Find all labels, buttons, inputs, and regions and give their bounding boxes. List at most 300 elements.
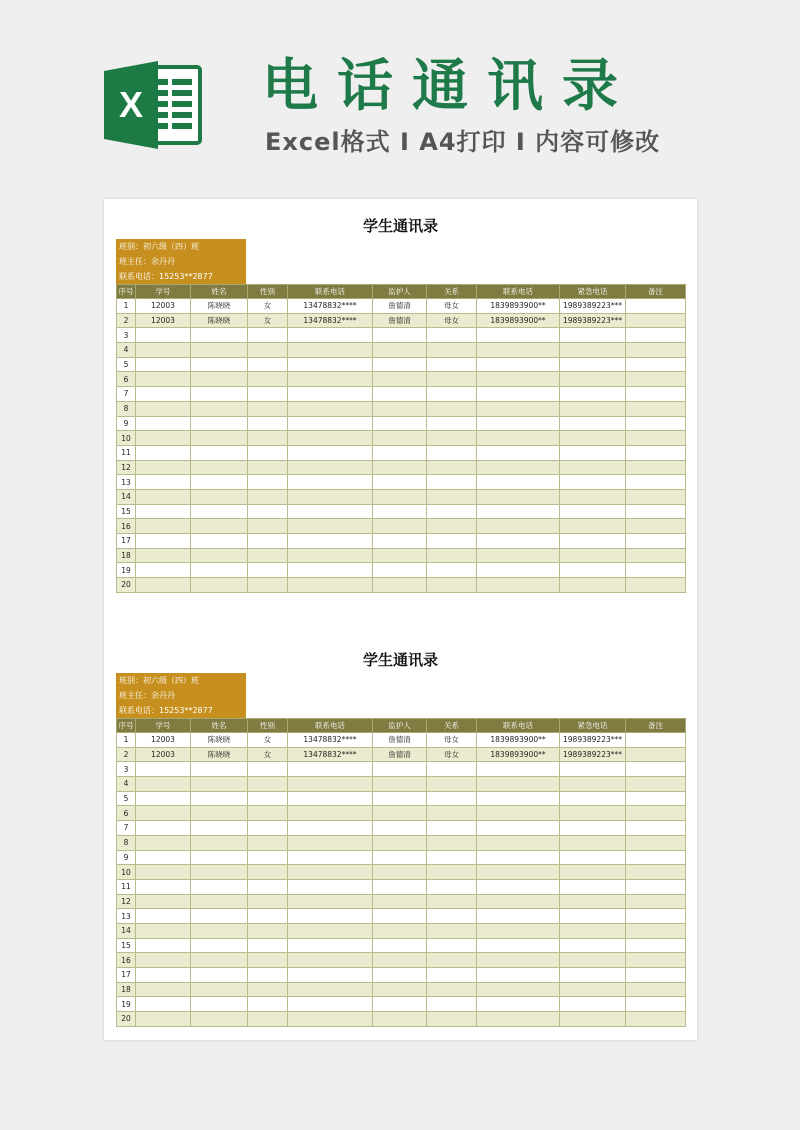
table-cell[interactable]: 陈晓晓	[191, 747, 248, 762]
table-cell[interactable]	[373, 372, 427, 387]
table-cell[interactable]: 2	[117, 747, 136, 762]
table-cell[interactable]	[427, 865, 477, 880]
table-cell[interactable]: 16	[117, 953, 136, 968]
table-cell[interactable]	[560, 416, 626, 431]
table-cell[interactable]	[191, 909, 248, 924]
table-cell[interactable]	[191, 328, 248, 343]
table-cell[interactable]	[191, 879, 248, 894]
table-cell[interactable]: 19	[117, 563, 136, 578]
table-cell[interactable]	[248, 431, 288, 446]
table-cell[interactable]: 1989389223***	[560, 313, 626, 328]
table-cell[interactable]	[626, 894, 686, 909]
table-cell[interactable]	[136, 401, 191, 416]
table-cell[interactable]	[288, 791, 373, 806]
table-cell[interactable]	[560, 475, 626, 490]
table-cell[interactable]	[626, 938, 686, 953]
table-cell[interactable]	[560, 968, 626, 983]
table-cell[interactable]	[191, 401, 248, 416]
table-cell[interactable]: 9	[117, 416, 136, 431]
table-cell[interactable]	[136, 460, 191, 475]
table-cell[interactable]: 17	[117, 968, 136, 983]
table-cell[interactable]	[477, 968, 560, 983]
table-cell[interactable]	[560, 563, 626, 578]
table-cell[interactable]	[373, 953, 427, 968]
table-cell[interactable]	[373, 777, 427, 792]
table-cell[interactable]	[626, 865, 686, 880]
table-cell[interactable]	[477, 894, 560, 909]
table-cell[interactable]: 5	[117, 791, 136, 806]
table-cell[interactable]	[373, 431, 427, 446]
table-cell[interactable]: 母女	[427, 747, 477, 762]
table-cell[interactable]	[626, 835, 686, 850]
table-cell[interactable]	[136, 982, 191, 997]
table-cell[interactable]	[626, 821, 686, 836]
table-cell[interactable]	[288, 953, 373, 968]
table-cell[interactable]: 母女	[427, 299, 477, 314]
table-cell[interactable]	[427, 1012, 477, 1027]
table-cell[interactable]: 8	[117, 835, 136, 850]
table-cell[interactable]	[248, 791, 288, 806]
table-cell[interactable]: 12003	[136, 313, 191, 328]
table-cell[interactable]	[288, 865, 373, 880]
table-cell[interactable]	[427, 821, 477, 836]
table-cell[interactable]	[288, 372, 373, 387]
table-cell[interactable]	[373, 548, 427, 563]
table-cell[interactable]	[191, 372, 248, 387]
table-cell[interactable]: 詹德清	[373, 747, 427, 762]
table-cell[interactable]	[248, 762, 288, 777]
table-cell[interactable]: 詹德清	[373, 733, 427, 748]
table-cell[interactable]	[191, 519, 248, 534]
table-cell[interactable]	[427, 372, 477, 387]
table-cell[interactable]	[427, 835, 477, 850]
table-cell[interactable]	[191, 489, 248, 504]
table-cell[interactable]	[477, 431, 560, 446]
table-cell[interactable]	[373, 387, 427, 402]
table-cell[interactable]	[288, 879, 373, 894]
table-cell[interactable]	[191, 1012, 248, 1027]
table-cell[interactable]: 女	[248, 747, 288, 762]
table-cell[interactable]: 18	[117, 982, 136, 997]
table-cell[interactable]	[626, 762, 686, 777]
table-cell[interactable]	[477, 343, 560, 358]
table-cell[interactable]: 母女	[427, 733, 477, 748]
table-cell[interactable]	[191, 357, 248, 372]
table-cell[interactable]	[191, 445, 248, 460]
table-cell[interactable]	[136, 343, 191, 358]
table-cell[interactable]	[288, 762, 373, 777]
table-cell[interactable]: 18	[117, 548, 136, 563]
table-cell[interactable]	[427, 519, 477, 534]
table-cell[interactable]	[248, 357, 288, 372]
table-cell[interactable]	[626, 460, 686, 475]
table-cell[interactable]	[560, 401, 626, 416]
table-cell[interactable]: 13478832****	[288, 299, 373, 314]
table-cell[interactable]	[477, 519, 560, 534]
table-cell[interactable]	[373, 791, 427, 806]
table-cell[interactable]	[191, 806, 248, 821]
table-cell[interactable]: 女	[248, 733, 288, 748]
table-cell[interactable]: 17	[117, 534, 136, 549]
table-cell[interactable]	[136, 445, 191, 460]
table-cell[interactable]	[477, 416, 560, 431]
table-cell[interactable]	[373, 923, 427, 938]
table-cell[interactable]: 1839893900**	[477, 313, 560, 328]
table-cell[interactable]	[373, 504, 427, 519]
table-cell[interactable]	[560, 1012, 626, 1027]
table-cell[interactable]: 12003	[136, 747, 191, 762]
table-cell[interactable]	[427, 909, 477, 924]
table-cell[interactable]	[560, 806, 626, 821]
table-cell[interactable]: 16	[117, 519, 136, 534]
table-cell[interactable]	[427, 401, 477, 416]
table-cell[interactable]	[373, 357, 427, 372]
table-cell[interactable]: 1	[117, 299, 136, 314]
table-cell[interactable]	[288, 894, 373, 909]
table-cell[interactable]	[477, 387, 560, 402]
table-cell[interactable]	[427, 879, 477, 894]
table-cell[interactable]	[427, 489, 477, 504]
table-cell[interactable]	[560, 343, 626, 358]
table-cell[interactable]: 11	[117, 879, 136, 894]
table-cell[interactable]	[248, 923, 288, 938]
table-cell[interactable]	[288, 968, 373, 983]
table-cell[interactable]	[191, 865, 248, 880]
table-cell[interactable]	[248, 343, 288, 358]
table-cell[interactable]	[191, 968, 248, 983]
table-cell[interactable]	[288, 343, 373, 358]
table-cell[interactable]	[248, 997, 288, 1012]
table-cell[interactable]: 19	[117, 997, 136, 1012]
table-cell[interactable]	[427, 762, 477, 777]
table-cell[interactable]	[373, 460, 427, 475]
table-cell[interactable]	[248, 445, 288, 460]
table-cell[interactable]	[477, 909, 560, 924]
table-cell[interactable]: 女	[248, 299, 288, 314]
table-cell[interactable]	[427, 460, 477, 475]
table-cell[interactable]	[373, 578, 427, 593]
table-cell[interactable]	[288, 835, 373, 850]
table-cell[interactable]	[626, 475, 686, 490]
table-cell[interactable]	[136, 821, 191, 836]
table-cell[interactable]	[191, 923, 248, 938]
table-cell[interactable]	[288, 1012, 373, 1027]
table-cell[interactable]	[373, 1012, 427, 1027]
table-cell[interactable]	[427, 475, 477, 490]
table-cell[interactable]	[288, 504, 373, 519]
table-cell[interactable]	[136, 372, 191, 387]
table-cell[interactable]	[560, 894, 626, 909]
table-cell[interactable]	[626, 299, 686, 314]
table-cell[interactable]	[248, 806, 288, 821]
table-cell[interactable]	[626, 357, 686, 372]
table-cell[interactable]	[248, 909, 288, 924]
table-cell[interactable]	[427, 445, 477, 460]
table-cell[interactable]	[477, 762, 560, 777]
table-cell[interactable]: 陈晓晓	[191, 733, 248, 748]
table-cell[interactable]	[288, 489, 373, 504]
table-cell[interactable]	[248, 894, 288, 909]
table-cell[interactable]	[560, 578, 626, 593]
table-cell[interactable]: 4	[117, 343, 136, 358]
table-cell[interactable]	[191, 821, 248, 836]
table-cell[interactable]	[136, 416, 191, 431]
table-cell[interactable]: 11	[117, 445, 136, 460]
table-cell[interactable]	[191, 460, 248, 475]
table-cell[interactable]	[191, 578, 248, 593]
table-cell[interactable]	[427, 578, 477, 593]
table-cell[interactable]	[191, 850, 248, 865]
table-cell[interactable]	[373, 909, 427, 924]
table-cell[interactable]	[427, 953, 477, 968]
table-cell[interactable]: 15	[117, 504, 136, 519]
table-cell[interactable]	[248, 475, 288, 490]
table-cell[interactable]	[477, 850, 560, 865]
table-cell[interactable]	[427, 343, 477, 358]
table-cell[interactable]	[136, 578, 191, 593]
table-cell[interactable]	[136, 563, 191, 578]
table-cell[interactable]	[626, 445, 686, 460]
table-cell[interactable]	[248, 835, 288, 850]
table-cell[interactable]: 6	[117, 372, 136, 387]
table-cell[interactable]: 陈晓晓	[191, 313, 248, 328]
table-cell[interactable]	[477, 806, 560, 821]
table-cell[interactable]	[191, 953, 248, 968]
table-cell[interactable]	[427, 563, 477, 578]
table-cell[interactable]: 3	[117, 762, 136, 777]
table-cell[interactable]	[373, 416, 427, 431]
table-cell[interactable]	[427, 806, 477, 821]
table-cell[interactable]	[560, 460, 626, 475]
table-cell[interactable]	[136, 548, 191, 563]
table-cell[interactable]	[626, 548, 686, 563]
table-cell[interactable]	[373, 489, 427, 504]
table-cell[interactable]: 陈晓晓	[191, 299, 248, 314]
table-cell[interactable]	[288, 850, 373, 865]
table-cell[interactable]: 13	[117, 909, 136, 924]
table-cell[interactable]	[560, 489, 626, 504]
table-cell[interactable]: 1989389223***	[560, 747, 626, 762]
table-cell[interactable]	[373, 534, 427, 549]
table-cell[interactable]	[626, 519, 686, 534]
table-cell[interactable]	[136, 938, 191, 953]
table-cell[interactable]	[477, 865, 560, 880]
table-cell[interactable]	[288, 534, 373, 549]
table-cell[interactable]	[373, 865, 427, 880]
table-cell[interactable]	[477, 328, 560, 343]
table-cell[interactable]	[626, 982, 686, 997]
table-cell[interactable]: 13	[117, 475, 136, 490]
table-cell[interactable]	[191, 791, 248, 806]
table-cell[interactable]: 5	[117, 357, 136, 372]
table-cell[interactable]	[191, 534, 248, 549]
table-cell[interactable]	[626, 997, 686, 1012]
table-cell[interactable]	[560, 879, 626, 894]
table-cell[interactable]	[477, 534, 560, 549]
table-cell[interactable]	[626, 791, 686, 806]
table-cell[interactable]	[427, 777, 477, 792]
table-cell[interactable]	[373, 982, 427, 997]
table-cell[interactable]: 14	[117, 489, 136, 504]
table-cell[interactable]	[477, 578, 560, 593]
table-cell[interactable]	[560, 923, 626, 938]
table-cell[interactable]	[288, 563, 373, 578]
table-cell[interactable]	[248, 777, 288, 792]
table-cell[interactable]	[477, 982, 560, 997]
table-cell[interactable]	[136, 953, 191, 968]
table-cell[interactable]: 3	[117, 328, 136, 343]
table-cell[interactable]	[248, 982, 288, 997]
table-cell[interactable]	[288, 821, 373, 836]
table-cell[interactable]	[477, 953, 560, 968]
table-cell[interactable]: 13478832****	[288, 313, 373, 328]
table-cell[interactable]: 6	[117, 806, 136, 821]
table-cell[interactable]	[136, 504, 191, 519]
table-cell[interactable]	[288, 460, 373, 475]
table-cell[interactable]	[477, 475, 560, 490]
table-cell[interactable]	[248, 504, 288, 519]
table-cell[interactable]	[427, 548, 477, 563]
table-cell[interactable]	[626, 431, 686, 446]
table-cell[interactable]	[136, 806, 191, 821]
table-cell[interactable]	[136, 997, 191, 1012]
table-cell[interactable]	[248, 850, 288, 865]
table-cell[interactable]	[191, 938, 248, 953]
table-cell[interactable]	[626, 387, 686, 402]
table-cell[interactable]	[191, 387, 248, 402]
table-cell[interactable]	[288, 909, 373, 924]
table-cell[interactable]	[248, 953, 288, 968]
table-cell[interactable]	[560, 387, 626, 402]
table-cell[interactable]	[136, 923, 191, 938]
table-cell[interactable]	[427, 982, 477, 997]
table-cell[interactable]	[626, 733, 686, 748]
table-cell[interactable]	[288, 982, 373, 997]
table-cell[interactable]	[626, 372, 686, 387]
table-cell[interactable]	[191, 343, 248, 358]
table-cell[interactable]	[427, 534, 477, 549]
table-cell[interactable]: 1989389223***	[560, 733, 626, 748]
table-cell[interactable]: 10	[117, 865, 136, 880]
table-cell[interactable]	[477, 835, 560, 850]
table-cell[interactable]	[626, 313, 686, 328]
table-cell[interactable]	[560, 431, 626, 446]
table-cell[interactable]	[560, 850, 626, 865]
table-cell[interactable]	[560, 762, 626, 777]
table-cell[interactable]	[191, 894, 248, 909]
table-cell[interactable]	[288, 475, 373, 490]
table-cell[interactable]	[560, 519, 626, 534]
table-cell[interactable]	[373, 563, 427, 578]
table-cell[interactable]	[191, 777, 248, 792]
table-cell[interactable]	[427, 387, 477, 402]
table-cell[interactable]	[136, 894, 191, 909]
table-cell[interactable]: 12003	[136, 733, 191, 748]
table-cell[interactable]	[373, 762, 427, 777]
table-cell[interactable]	[477, 879, 560, 894]
table-cell[interactable]	[626, 923, 686, 938]
table-cell[interactable]	[248, 968, 288, 983]
table-cell[interactable]	[427, 504, 477, 519]
table-cell[interactable]	[248, 460, 288, 475]
table-cell[interactable]	[248, 328, 288, 343]
table-cell[interactable]	[373, 475, 427, 490]
table-cell[interactable]: 20	[117, 578, 136, 593]
table-cell[interactable]	[626, 534, 686, 549]
table-cell[interactable]	[626, 563, 686, 578]
table-cell[interactable]	[560, 909, 626, 924]
table-cell[interactable]	[191, 982, 248, 997]
table-cell[interactable]	[477, 489, 560, 504]
table-cell[interactable]	[136, 777, 191, 792]
table-cell[interactable]	[288, 416, 373, 431]
table-cell[interactable]	[560, 953, 626, 968]
table-cell[interactable]	[136, 387, 191, 402]
table-cell[interactable]	[288, 806, 373, 821]
table-cell[interactable]	[427, 416, 477, 431]
table-cell[interactable]: 詹德清	[373, 313, 427, 328]
table-cell[interactable]: 14	[117, 923, 136, 938]
table-cell[interactable]	[373, 328, 427, 343]
table-cell[interactable]	[477, 401, 560, 416]
table-cell[interactable]	[191, 504, 248, 519]
table-cell[interactable]	[477, 791, 560, 806]
table-cell[interactable]	[560, 821, 626, 836]
table-cell[interactable]	[626, 968, 686, 983]
table-cell[interactable]	[248, 563, 288, 578]
table-cell[interactable]	[427, 938, 477, 953]
table-cell[interactable]	[626, 747, 686, 762]
table-cell[interactable]	[136, 1012, 191, 1027]
table-cell[interactable]: 12	[117, 460, 136, 475]
table-cell[interactable]	[248, 534, 288, 549]
table-cell[interactable]	[626, 328, 686, 343]
table-cell[interactable]: 12003	[136, 299, 191, 314]
table-cell[interactable]: 7	[117, 821, 136, 836]
table-cell[interactable]	[248, 578, 288, 593]
table-cell[interactable]	[427, 968, 477, 983]
table-cell[interactable]	[136, 865, 191, 880]
table-cell[interactable]	[248, 1012, 288, 1027]
table-cell[interactable]	[136, 909, 191, 924]
table-cell[interactable]	[136, 431, 191, 446]
table-cell[interactable]: 4	[117, 777, 136, 792]
table-cell[interactable]	[373, 894, 427, 909]
table-cell[interactable]	[626, 850, 686, 865]
table-cell[interactable]	[191, 548, 248, 563]
table-cell[interactable]	[477, 445, 560, 460]
table-cell[interactable]: 1839893900**	[477, 299, 560, 314]
table-cell[interactable]	[248, 519, 288, 534]
table-cell[interactable]	[288, 938, 373, 953]
table-cell[interactable]	[560, 865, 626, 880]
table-cell[interactable]	[191, 997, 248, 1012]
table-cell[interactable]	[373, 938, 427, 953]
table-cell[interactable]	[427, 328, 477, 343]
table-cell[interactable]	[191, 431, 248, 446]
table-cell[interactable]	[373, 519, 427, 534]
table-cell[interactable]	[477, 777, 560, 792]
table-cell[interactable]	[191, 563, 248, 578]
table-cell[interactable]	[136, 762, 191, 777]
table-cell[interactable]: 1989389223***	[560, 299, 626, 314]
table-cell[interactable]: 1	[117, 733, 136, 748]
table-cell[interactable]	[248, 387, 288, 402]
table-cell[interactable]	[288, 923, 373, 938]
table-cell[interactable]	[477, 504, 560, 519]
table-cell[interactable]	[136, 534, 191, 549]
table-cell[interactable]	[288, 445, 373, 460]
